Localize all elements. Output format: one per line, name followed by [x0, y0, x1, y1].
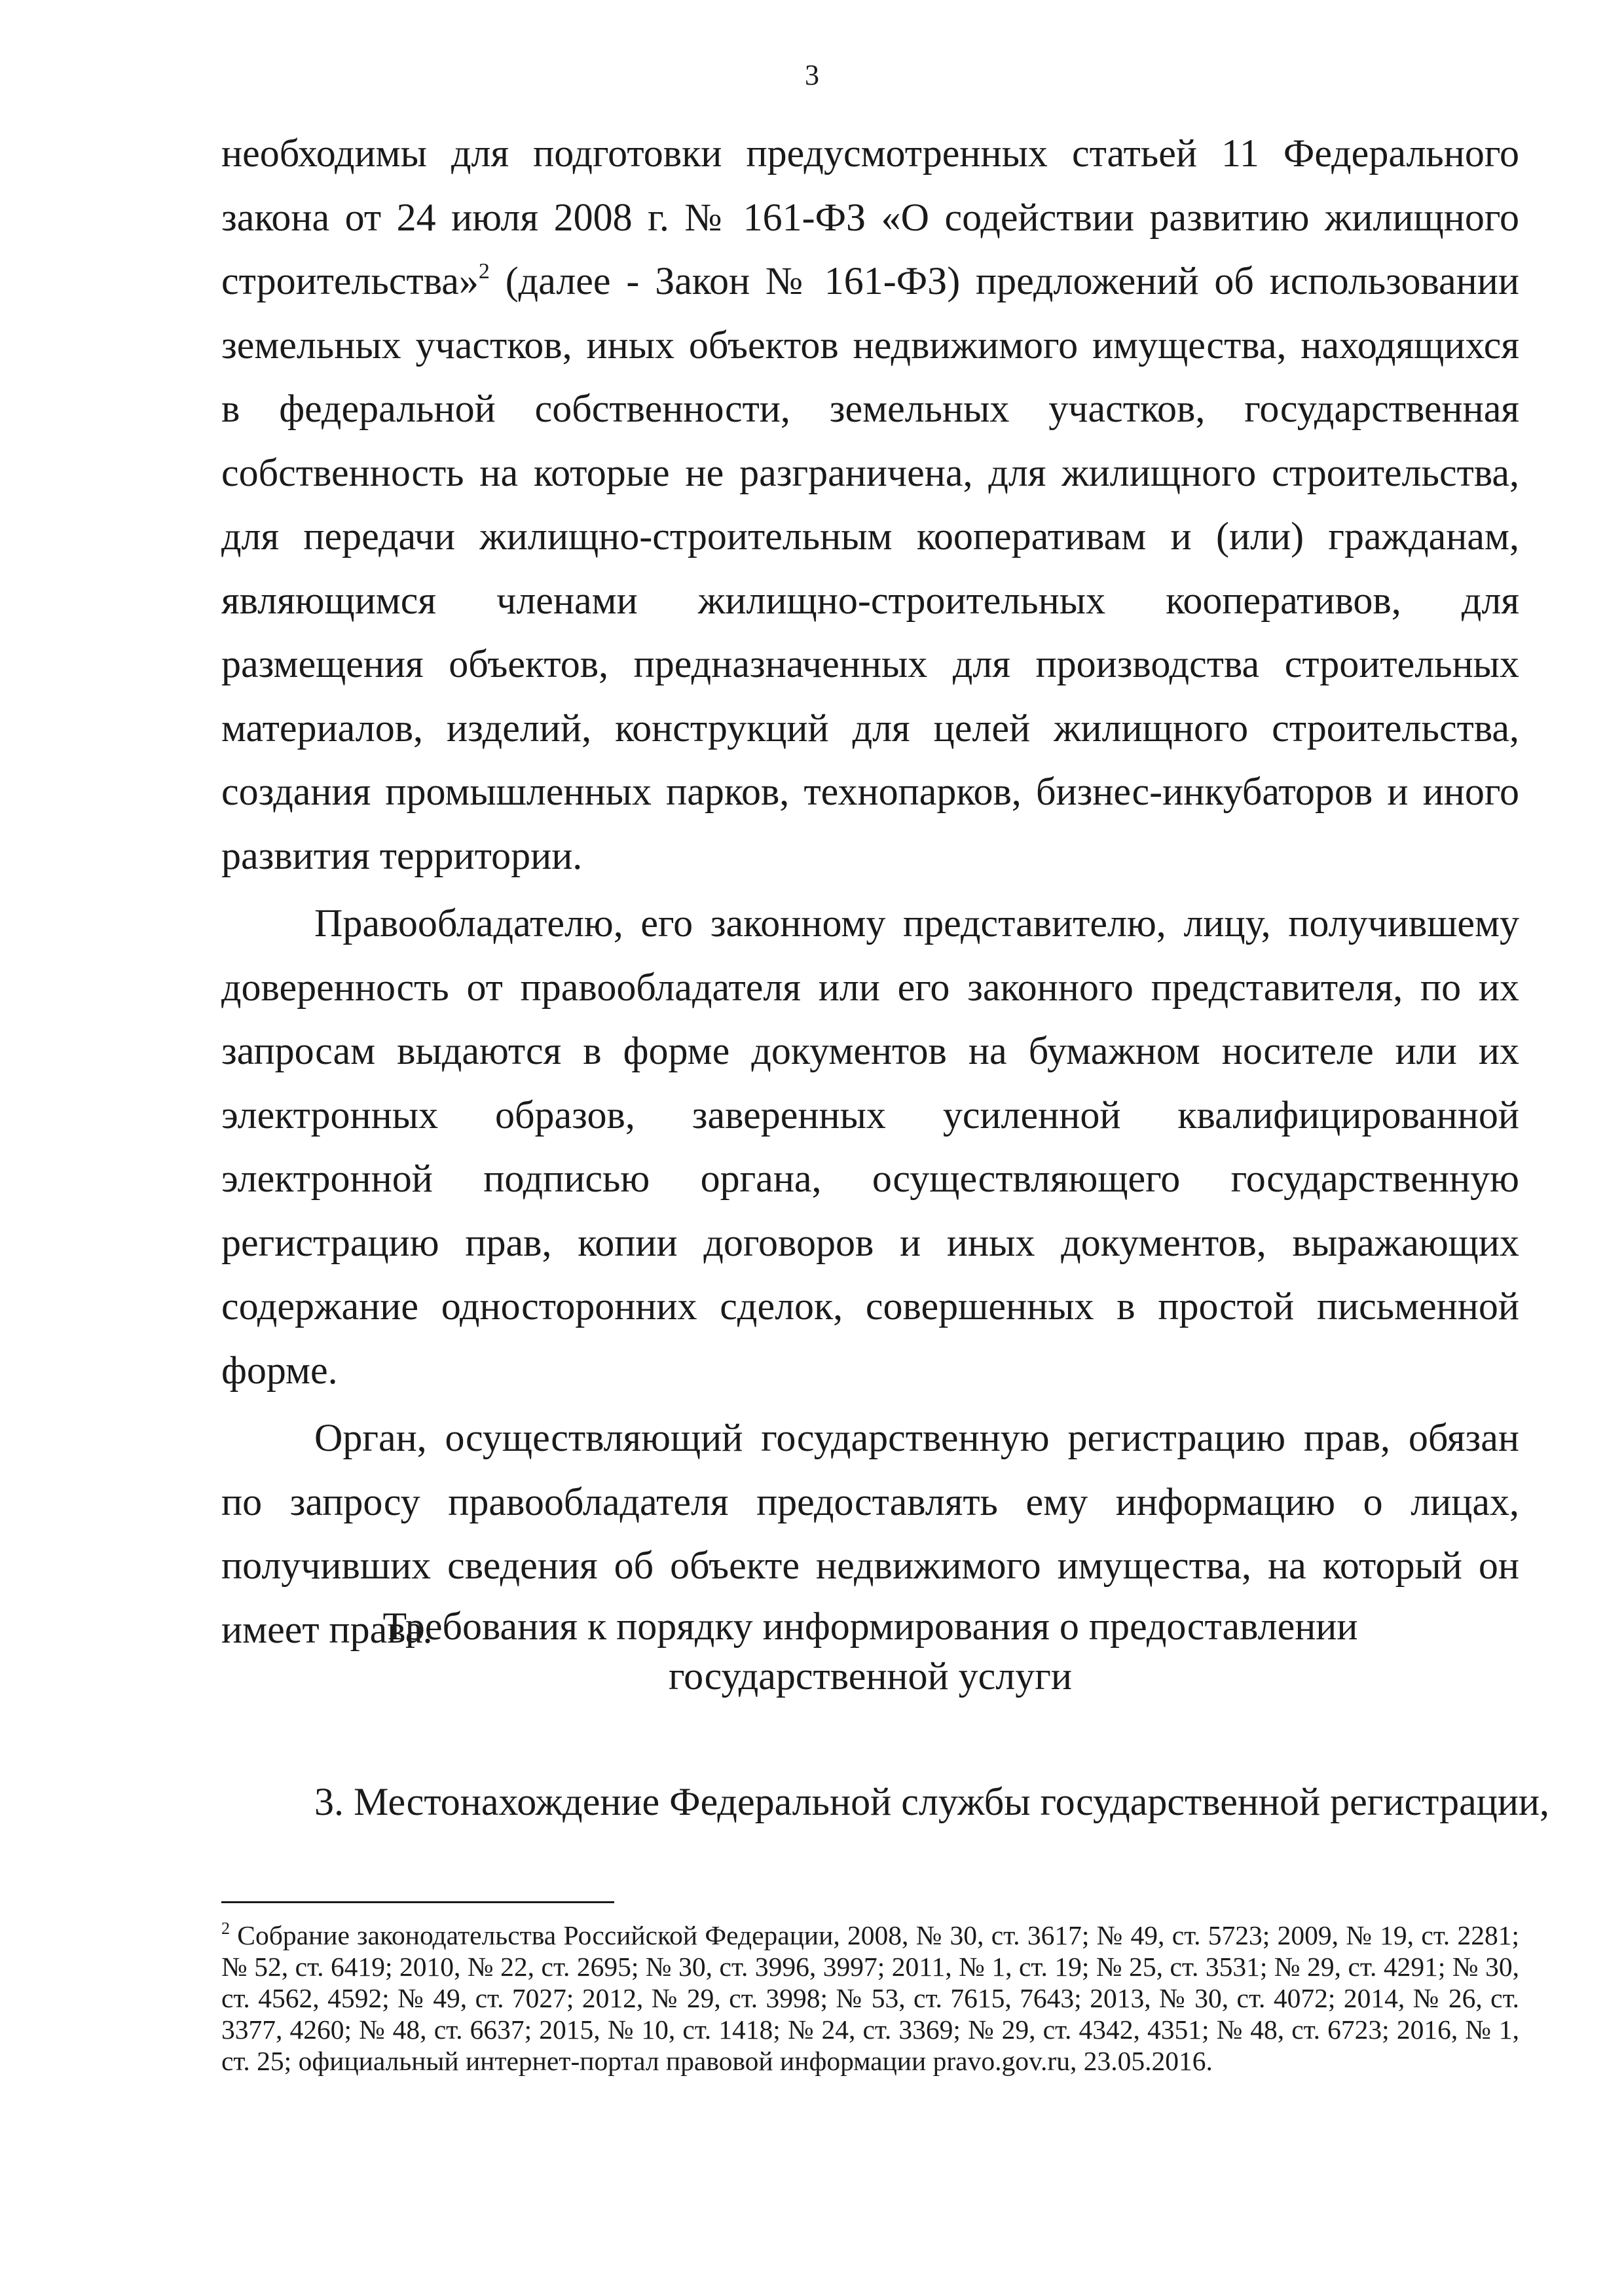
paragraph-registration-authority: Орган, осуществляющий государственную регистрацию прав, обязан по запросу правообладателя предоставлять ему информацию о лицах, получивших сведения об объекте недвижимого имущества, на который он имеет права. [221, 1416, 1519, 1651]
footnote-text: Собрание законодательства Российской Федерации, 2008, № 30, ст. 3617; № 49, ст. 5723; 2009, № 19, ст. 2281; № 52, ст. 6419; 2010, № 22, ст. 2695; № 30, ст. 3996, 3997; 2011, № 1, ст. 19; № 25, ст. 3531; № 29, ст. 4291; № 30, ст. 4562, 4592; № 49, ст. 7027; 2012, № 29, ст. 3998; № 53, ст. 7615, 7643; 2013, № 30, ст. 4072; 2014, № 26, ст. 3377, 4260; № 48, ст. 6637; 2015, № 10, ст. 1418; № 24, ст. 3369; № 29, ст. 4342, 4351; № 48, ст. 6723; 2016, № 1, ст. 25; официальный интернет-портал правовой информации pravo.gov.ru, 23.05.2016. [221, 1920, 1519, 2076]
paragraph-copies-of-documents: Правообладателю, его законному представителю, лицу, получившему доверенность от правообладателя или его законного представителя, по их запросам выдаются в форме документов на бумажном носителе или их электронных образов, заверенных усиленной квалифицированной электронной подписью органа, осуществляющего государственную регистрацию прав, копии договоров и иных документов, выражающих содержание односторонних сделок, совершенных в простой письменной форме. [221, 902, 1519, 1392]
section-heading-line-1: Требования к порядку информирования о предоставлении [382, 1605, 1358, 1648]
section-heading [221, 1601, 1519, 1701]
section-heading-line-2: государственной услуги [669, 1654, 1072, 1698]
paragraph-continuation [221, 122, 1519, 888]
main-text [221, 122, 1519, 1662]
footnote-marker: 2 [221, 1919, 230, 1938]
page-number: 3 [805, 59, 819, 91]
footnote [221, 1920, 1519, 2077]
footnote-reference: 2 [478, 259, 490, 283]
paragraph-1-tail: (далее - Закон № 161-ФЗ) предложений об использовании земельных участков, иных объектов недвижимого имущества, находящихся в федеральной собственности, земельных участков, государственная собственность на которые не разграничена, для жилищного строительства, для передачи жилищно-строительным кооперативам и (или) гражданам, являющимся членами жилищно-строительных кооперативов, для размещения объектов, предназначенных для производства строительных материалов, изделий, конструкций для целей жилищного строительства, создания промышленных парков, технопарков, бизнес-инкубаторов и иного развития территории. [221, 259, 1519, 877]
paragraph-1-text: необходимы для подготовки предусмотренных статьей 11 Федерального закона от 24 июля 2008 г. № 161-ФЗ «О содействии развитию жилищного строительства» [221, 132, 1519, 302]
footnote-separator [221, 1901, 614, 1903]
numbered-item-3: 3. Местонахождение Федеральной службы государственной регистрации, [314, 1780, 1550, 1823]
